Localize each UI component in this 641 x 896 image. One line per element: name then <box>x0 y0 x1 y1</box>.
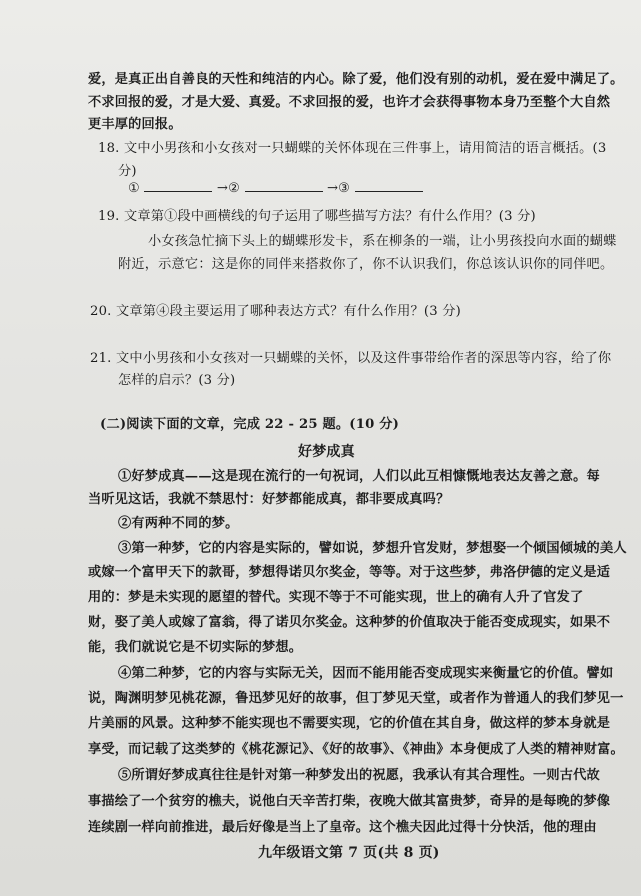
question-19-quote-line-1: 小女孩急忙摘下头上的蝴蝶形发卡，系在柳条的一端，让小男孩投向水面的蝴蝶 <box>148 234 617 249</box>
article-p5-line-2: 事描绘了一个贫穷的樵夫，说他白天辛苦打柴，夜晚大做其富贵梦，奇异的是每晚的梦像 <box>88 794 611 809</box>
article-p1-line-1: ①好梦成真——这是现在流行的一句祝词，人们以此互相慷慨地表达友善之意。每 <box>118 469 600 484</box>
answer-blank-2[interactable] <box>245 181 323 192</box>
article-p4-line-2: 说，陶渊明梦见桃花源，鲁迅梦见好的故事，但丁梦见天堂，或者作为普通人的我们梦见一 <box>88 691 624 706</box>
article-p3-line-5: 能，我们就说它是不切实际的梦想。 <box>88 640 303 655</box>
article-p3-line-2: 或嫁一个富甲天下的款哥，梦想得诺贝尔奖金，等等。对于这些梦，弗洛伊德的定义是适 <box>88 565 611 580</box>
answer-blank-3[interactable] <box>355 181 423 192</box>
blank-2-marker: →② <box>216 181 241 196</box>
article-p4-line-3: 片美丽的风景。这种梦不能实现也不需要实现，它的价值在其自身，做这样的梦本身就是 <box>88 716 611 731</box>
question-18-answer-blanks <box>128 181 423 196</box>
article-p3-line-4: 财，娶了美人或嫁了富翁，得了诺贝尔奖金。这种梦的价值取决于能否变成现实，如果不 <box>88 615 611 630</box>
article-p3-line-3: 用的：梦是未实现的愿望的替代。实现不等于不可能实现，世上的确有人升了官发了 <box>88 590 584 605</box>
article-p2: ②有两种不同的梦。 <box>118 516 239 531</box>
question-21-text-cont: 怎样的启示？(3 分) <box>118 373 236 388</box>
article-p4-line-4: 享受，而记载了这类梦的《桃花源记》、《好的故事》、《神曲》本身便成了人类的精神财富。 <box>88 742 624 757</box>
article-p5-line-3: 连续剧一样向前推进，最后好像是当上了皇帝。这个樵夫因此过得十分快活，他的理由 <box>88 820 597 835</box>
question-19-text: 19. 文章第①段中画横线的句子运用了哪些描写方法？有什么作用？(3 分) <box>98 209 536 224</box>
section-2-heading: (二)阅读下面的文章，完成 22 - 25 题。(10 分) <box>100 417 400 432</box>
article-p3-line-1: ③第一种梦，它的内容是实际的，譬如说，梦想升官发财，梦想娶一个倾国倾城的美人 <box>118 541 627 556</box>
article-p1-line-2: 当听见这话，我就不禁思忖：好梦都能成真，都非要成真吗？ <box>88 492 450 507</box>
intro-line-2: 不求回报的爱，才是大爱、真爱。不求回报的爱，也许才会获得事物本身乃至整个大自然 <box>88 95 611 110</box>
blank-1-marker: ① <box>128 181 141 196</box>
intro-line-1: 爱，是真正出自善良的天性和纯洁的内心。除了爱，他们没有别的动机，爱在爱中满足了。 <box>88 72 624 87</box>
article-p4-line-1: ④第二种梦，它的内容与实际无关，因而不能用能否变成现实来衡量它的价值。譬如 <box>118 666 614 681</box>
question-21-text: 21. 文中小男孩和小女孩对一只蝴蝶的关怀，以及这件事带给作者的深思等内容，给了你 <box>90 351 612 366</box>
question-18-text: 18. 文中小男孩和小女孩对一只蝴蝶的关怀体现在三件事上，请用简洁的语言概括。(3 <box>98 141 607 156</box>
answer-blank-1[interactable] <box>144 181 212 192</box>
page-footer: 九年级语文第 7 页(共 8 页) <box>258 845 440 861</box>
article-title: 好梦成真 <box>298 444 355 460</box>
question-18-score: 分) <box>118 164 137 179</box>
question-19-quote-line-2: 附近，示意它：这是你的同伴来搭救你了，你不认识我们，你总该认识你的同伴吧。 <box>118 257 614 272</box>
blank-3-marker: →③ <box>326 181 351 196</box>
article-p5-line-1: ⑤所谓好梦成真往往是针对第一种梦发出的祝愿，我承认有其合理性。一则古代故 <box>118 768 600 783</box>
question-20-text: 20. 文章第④段主要运用了哪种表达方式？有什么作用？(3 分) <box>90 304 461 319</box>
intro-line-3: 更丰厚的回报。 <box>88 117 182 132</box>
